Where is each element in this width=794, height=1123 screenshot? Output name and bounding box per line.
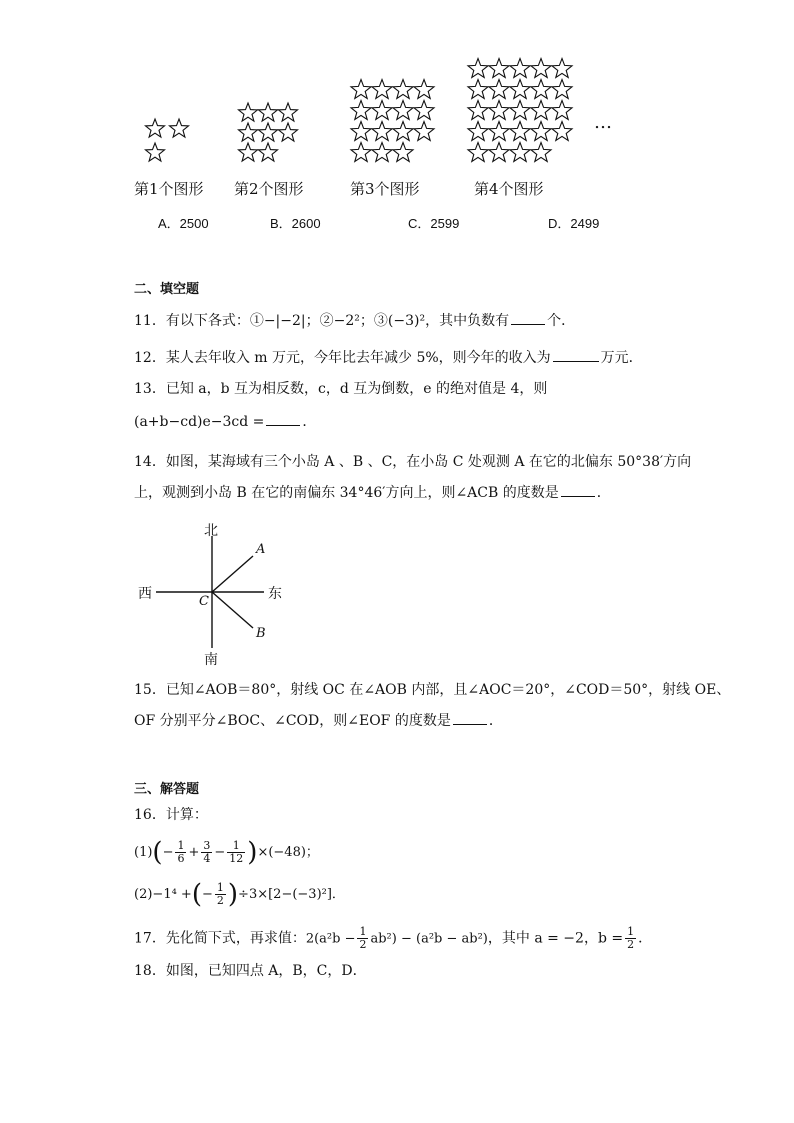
q16-p1-close-paren: ) [247,837,258,868]
q14-end: ． [596,485,611,501]
q15-line-2-text: OF 分别平分∠BOC、∠COD，则∠EOF 的度数是 [134,713,451,729]
q16-p1-minus: − [162,845,174,860]
label-point-b: B [256,626,266,641]
choice-d: D．2499 [548,216,600,231]
question-18: 18．如图，已知四点 A，B，C，D． [134,963,367,979]
section-3-title: 三、解答题 [134,782,200,797]
q15-answer-blank [453,712,487,725]
section-2-title: 二、填空题 [134,282,200,297]
q13-end: ． [302,414,317,430]
choice-c: C．2599 [408,216,460,231]
q17-expr-1: 2(a²b − [305,931,356,947]
q12-text: 12．某人去年收入 m 万元，今年比去年减少 5%，则今年的收入为 [134,350,551,366]
figure-label-2: 第2个图形 [234,180,304,198]
q17-end: ． [638,930,653,947]
label-point-c: C [199,594,209,609]
q16-p2-open-paren: ( [191,879,202,910]
q16-p2-close-paren: ) [227,879,239,910]
question-15-line-1: 15．已知∠AOB＝80°，射线 OC 在∠AOB 内部，且∠AOC＝20°，∠COD＝50°，射线 OE、 [134,682,731,698]
figure-label-3: 第3个图形 [350,180,420,198]
q16-p2-label: (2) [134,887,153,902]
q16-p1-minus-2: − [214,845,226,860]
question-17 [134,926,652,951]
q11-expr-3: ③(−3)² [373,313,426,329]
q16-p1-tail: ×(−48)； [257,845,319,860]
label-west: 西 [138,586,152,602]
q17-expr-2: ab²) − (a²b − ab²) [370,931,488,947]
question-16-part-2 [134,879,345,910]
q16-p2-head: −1⁴ + [152,887,192,902]
q17-frac: $\frac{1}{2}$ [359,925,367,951]
q11-expr-2: ②−2²； [319,313,374,329]
q16-p2-minus: − [201,887,213,902]
choice-a: A．2500 [158,216,209,231]
q16-p1-label: (1) [134,845,153,860]
q14-line-2-text: 上，观测到小岛 B 在它的南偏东 34°46′方向上，则∠ACB 的度数是 [134,485,559,501]
label-point-a: A [256,542,266,557]
q16-p1-frac-1: $\frac{1}{6}$ [177,839,185,865]
q11-tail: ，其中负数有 [425,313,510,329]
q16-p2-tail: ÷3×[2−(−3)²]． [238,887,345,902]
q13-expression: (a+b−cd)e−3cd = [134,414,265,430]
q16-p1-frac-3: $\frac{1}{12}$ [229,839,244,865]
figure-label-4: 第4个图形 [474,180,544,198]
label-north: 北 [204,523,218,539]
figures-ellipsis: … [594,112,612,133]
q16-p1-frac-2: $\frac{3}{4}$ [203,839,211,865]
q11-expr-1: ①−|−2|； [249,313,320,329]
question-16-part-1 [134,837,319,868]
ray-ca [212,556,253,592]
q16-p2-frac: $\frac{1}{2}$ [216,881,224,907]
label-south: 南 [204,652,218,668]
q15-end: ． [488,713,503,729]
question-14-line-1: 14．如图，某海域有三个小岛 A 、B 、C，在小岛 C 处观测 A 在它的北偏东 50°38′方向 [134,454,692,470]
q16-p1-plus: + [188,845,200,860]
ray-cb [212,592,253,628]
q17-mid: ，其中 a = −2，b = [487,930,624,947]
figure-label-1: 第1个图形 [134,180,204,198]
q11-num: 11．有以下各式： [134,313,250,329]
question-15-line-2 [134,712,503,730]
q17-b-frac: $\frac{1}{2}$ [627,925,635,951]
q11-end: 个． [547,313,576,329]
label-east: 东 [268,586,282,602]
q16-p1-open-paren: ( [152,837,163,868]
q17-head: 17．先化简下式，再求值： [134,930,306,947]
choice-b: B．2600 [270,216,321,231]
question-13-line-1: 13．已知 a，b 互为相反数，c，d 互为倒数，e 的绝对值是 4，则 [134,381,548,397]
question-16-title: 16．计算： [134,807,208,823]
q12-end: 万元． [600,350,643,366]
